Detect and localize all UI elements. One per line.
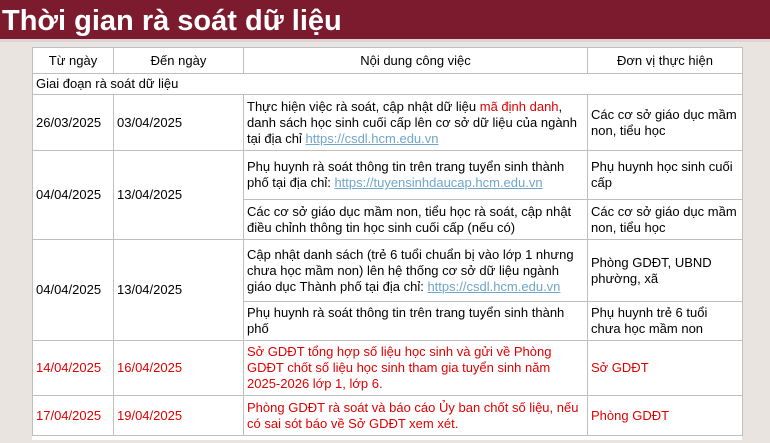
title-bar — [0, 0, 770, 42]
content-text: Phụ huynh rà soát thông tin trên trang tuyển sinh thành phố tại địa chỉ: — [247, 159, 565, 190]
page-title: Thời gian rà soát dữ liệu — [2, 5, 342, 37]
header-from-date: Từ ngày — [33, 48, 114, 74]
row-content — [244, 151, 588, 200]
row-unit: Sở GDĐT — [588, 341, 743, 396]
row-to-date: 13/04/2025 — [114, 240, 244, 341]
table-row — [33, 240, 743, 302]
row-from-date: 26/03/2025 — [33, 95, 114, 151]
tuyensinh-link[interactable]: https://tuyensinhdaucap.hcm.edu.vn — [334, 175, 543, 190]
table-row — [33, 151, 743, 200]
content-text: Thực hiện việc rà soát, cập nhật dữ liệu — [247, 98, 480, 114]
row-unit: Phụ huynh học sinh cuối cấp — [588, 151, 743, 200]
table-row — [33, 95, 743, 151]
row-unit: Các cơ sở giáo dục mầm non, tiểu học — [588, 95, 743, 151]
csdl-link[interactable]: https://csdl.hcm.edu.vn — [305, 130, 439, 146]
table-row — [33, 396, 743, 436]
row-from-date: 17/04/2025 — [33, 396, 114, 436]
row-unit: Phụ huynh trẻ 6 tuổi chưa học mầm non — [588, 302, 743, 341]
row-to-date: 19/04/2025 — [114, 396, 244, 436]
content-text: , danh sách học sinh cuối cấp lên cơ sở dữ liệu của ngành tại địa chỉ — [247, 98, 578, 146]
row-unit: Phòng GDĐT, UBND phường, xã — [588, 240, 743, 302]
row-to-date: 03/04/2025 — [114, 95, 244, 151]
highlight-text: mã định danh — [479, 98, 559, 114]
row-unit: Các cơ sở giáo dục mầm non, tiểu học — [588, 200, 743, 240]
phase-label: Giai đoạn rà soát dữ liệu — [33, 74, 743, 95]
header-unit: Đơn vị thực hiện — [588, 48, 743, 74]
row-content — [244, 95, 588, 151]
row-content — [244, 240, 588, 302]
row-content: Sở GDĐT tổng hợp số liệu học sinh và gửi về Phòng GDĐT chốt số liệu học sinh tham gia tuyển sinh năm 2025-2026 lớp 1, lớp 6. — [244, 341, 588, 396]
schedule-table — [32, 47, 743, 436]
header-content: Nội dung công việc — [244, 48, 588, 74]
header-row — [33, 48, 743, 74]
row-content: Các cơ sở giáo dục mầm non, tiểu học rà soát, cập nhật điều chỉnh thông tin học sinh cuối cấp (nếu có) — [244, 200, 588, 240]
row-from-date: 04/04/2025 — [33, 240, 114, 341]
header-to-date: Đến ngày — [114, 48, 244, 74]
row-content: Phụ huynh rà soát thông tin trên trang tuyển sinh thành phố — [244, 302, 588, 341]
content-text: Cập nhật danh sách (trẻ 6 tuổi chuẩn bị vào lớp 1 nhưng chưa học mầm non) lên hệ thống cơ sở dữ liệu ngành giáo dục Thành phố tại địa chỉ: — [247, 246, 574, 294]
row-from-date: 04/04/2025 — [33, 151, 114, 240]
row-unit: Phòng GDĐT — [588, 396, 743, 436]
row-from-date: 14/04/2025 — [33, 341, 114, 396]
table-row — [33, 341, 743, 396]
row-to-date: 16/04/2025 — [114, 341, 244, 396]
row-content: Phòng GDĐT rà soát và báo cáo Ủy ban chốt số liệu, nếu có sai sót báo về Sở GDĐT xem xét. — [244, 396, 588, 436]
row-to-date: 13/04/2025 — [114, 151, 244, 240]
phase-row — [33, 74, 743, 95]
csdl-link[interactable]: https://csdl.hcm.edu.vn — [427, 278, 561, 294]
